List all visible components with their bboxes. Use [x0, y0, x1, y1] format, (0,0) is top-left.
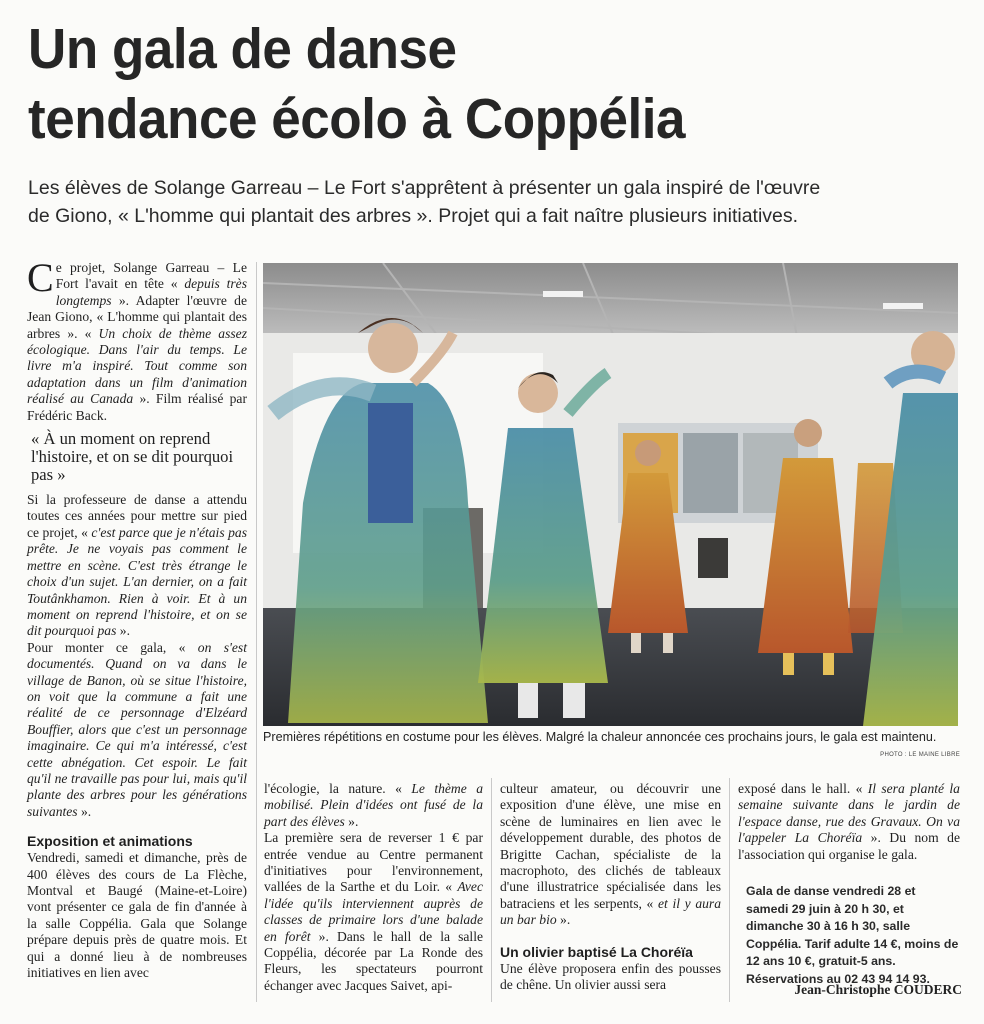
column-divider: [256, 262, 257, 1002]
subheading: Un olivier baptisé La Choréïa: [500, 943, 693, 960]
dance-rehearsal-photo: [263, 263, 958, 726]
photo-caption: Premières répétitions en costume pour les élèves. Malgré la chaleur annoncée ces prochains jours, le gala est maintenu.: [263, 730, 937, 744]
headline-line-2: tendance écolo à Coppélia: [28, 87, 686, 151]
article-column-3: [500, 781, 721, 993]
subheading: Exposition et animations: [27, 833, 193, 850]
paragraph: Si la professeure de danse a attendu toutes ces années pour mettre sur pied ce projet, « c'est parce que je n'étais pas prête. Je ne voyais pas comment le mettre en scène. C'est très étrange le choix d'un sujet. L'an dernier, on a fait Toutânkhamon. Rien à voir. Et à un moment on reprend l'histoire, et on se dit pourquoi pas ».: [27, 492, 247, 639]
pull-quote: « À un moment on reprend l'histoire, et on se dit pourquoi pas »: [31, 429, 234, 485]
photo-credit: PHOTO : LE MAINE LIBRE: [880, 752, 960, 758]
standfirst-line-1: Les élèves de Solange Garreau – Le Fort s'apprêtent à présenter un gala inspiré de l'œuvre: [28, 177, 821, 199]
column-divider: [491, 778, 492, 1002]
drop-cap: C: [27, 255, 54, 300]
article-column-1: [27, 255, 248, 981]
headline: [28, 14, 902, 154]
author-byline: Jean-Christophe COUDERC: [794, 982, 962, 997]
paragraph: culteur amateur, ou découvrir une exposition d'une élève, une mise en scène de luminaires en lien avec le développement durable, des photos de Brigitte Cachan, spécialiste de la macrophoto, des clichés de tableaux d'une illustratrice spécialisée dans les batraciens et les serpents, « et il y aura un bar bio ».: [500, 781, 721, 928]
column-divider: [729, 778, 730, 1002]
paragraph: l'écologie, la nature. « Le thème a mobilisé. Plein d'idées ont fusé de la part des élèves ».: [264, 781, 483, 829]
paragraph: exposé dans le hall. « Il sera planté la semaine suivante dans le jardin de l'espace danse, rue des Gravaux. On va l'appeler La Choréïa ». Du nom de l'association qui organise le gala.: [738, 781, 961, 862]
intro-paragraph: Ce projet, Solange Garreau – Le Fort l'avait en tête « depuis très longtemps ». Adapter l'œuvre de Jean Giono, « L'homme qui plantait des arbres ». « Un choix de thème assez écologique. Dans l'air du temps. Le livre m'a inspiré. Tout comme son adaptation dans un film d'animation réalisé au Canada ». Film réalisé par Frédéric Back.: [27, 255, 248, 423]
event-info-box: Gala de danse vendredi 28 et samedi 29 juin à 20 h 30, et dimanche 30 à 16 h 30, salle Coppélia. Tarif adulte 14 €, moins de 12 ans 10 €, gratuit-5 ans. Réservations au 02 43 94 14 93.: [746, 884, 959, 986]
article-column-2: [264, 781, 483, 994]
paragraph: La première sera de reverser 1 € par entrée vendue au Centre permanent d'initiatives pour l'environnement, vallées de la Sarthe et du Loir. « Avec l'idée qu'ils interviennent auprès de classes de primaire lors d'une balade en forêt ». Dans le hall de la salle Coppélia, décorée par La Ronde des Fleurs, les spectateurs pourront échanger avec Jacques Saivet, api-: [264, 830, 484, 993]
standfirst: [28, 174, 968, 230]
headline-line-1: Un gala de danse: [28, 17, 457, 81]
paragraph: Pour monter ce gala, « on s'est documentés. Quand on va dans le village de Banon, où se situe l'histoire, on voit que la commune a fait une réalité de ce personnage d'Elzéard Bouffier, alors que c'est un personnage imaginaire. Ce qui m'a intéressé, c'est cette abnégation. Cet espoir. Le fait qu'il ne travaille pas pour lui, mais qu'il plante des arbres pour les générations suivantes ».: [27, 639, 247, 819]
photo-illustration: [263, 263, 958, 726]
standfirst-line-2: de Giono, « L'homme qui plantait des arbres ». Projet qui a fait naître plusieurs initiatives.: [28, 205, 799, 227]
paragraph: Vendredi, samedi et dimanche, près de 400 élèves des cours de La Flèche, Montval et Baugé (Maine-et-Loire) vont présenter ce gala de fin d'année à la salle Coppélia. Gala que Solange prépare depuis près de quatre mois. Et qui a donné lieu à de nombreuses initiatives en lien avec: [27, 850, 247, 981]
paragraph: Une élève proposera enfin des pousses de chêne. Un olivier aussi sera: [500, 960, 721, 993]
article-column-4: [738, 781, 960, 989]
